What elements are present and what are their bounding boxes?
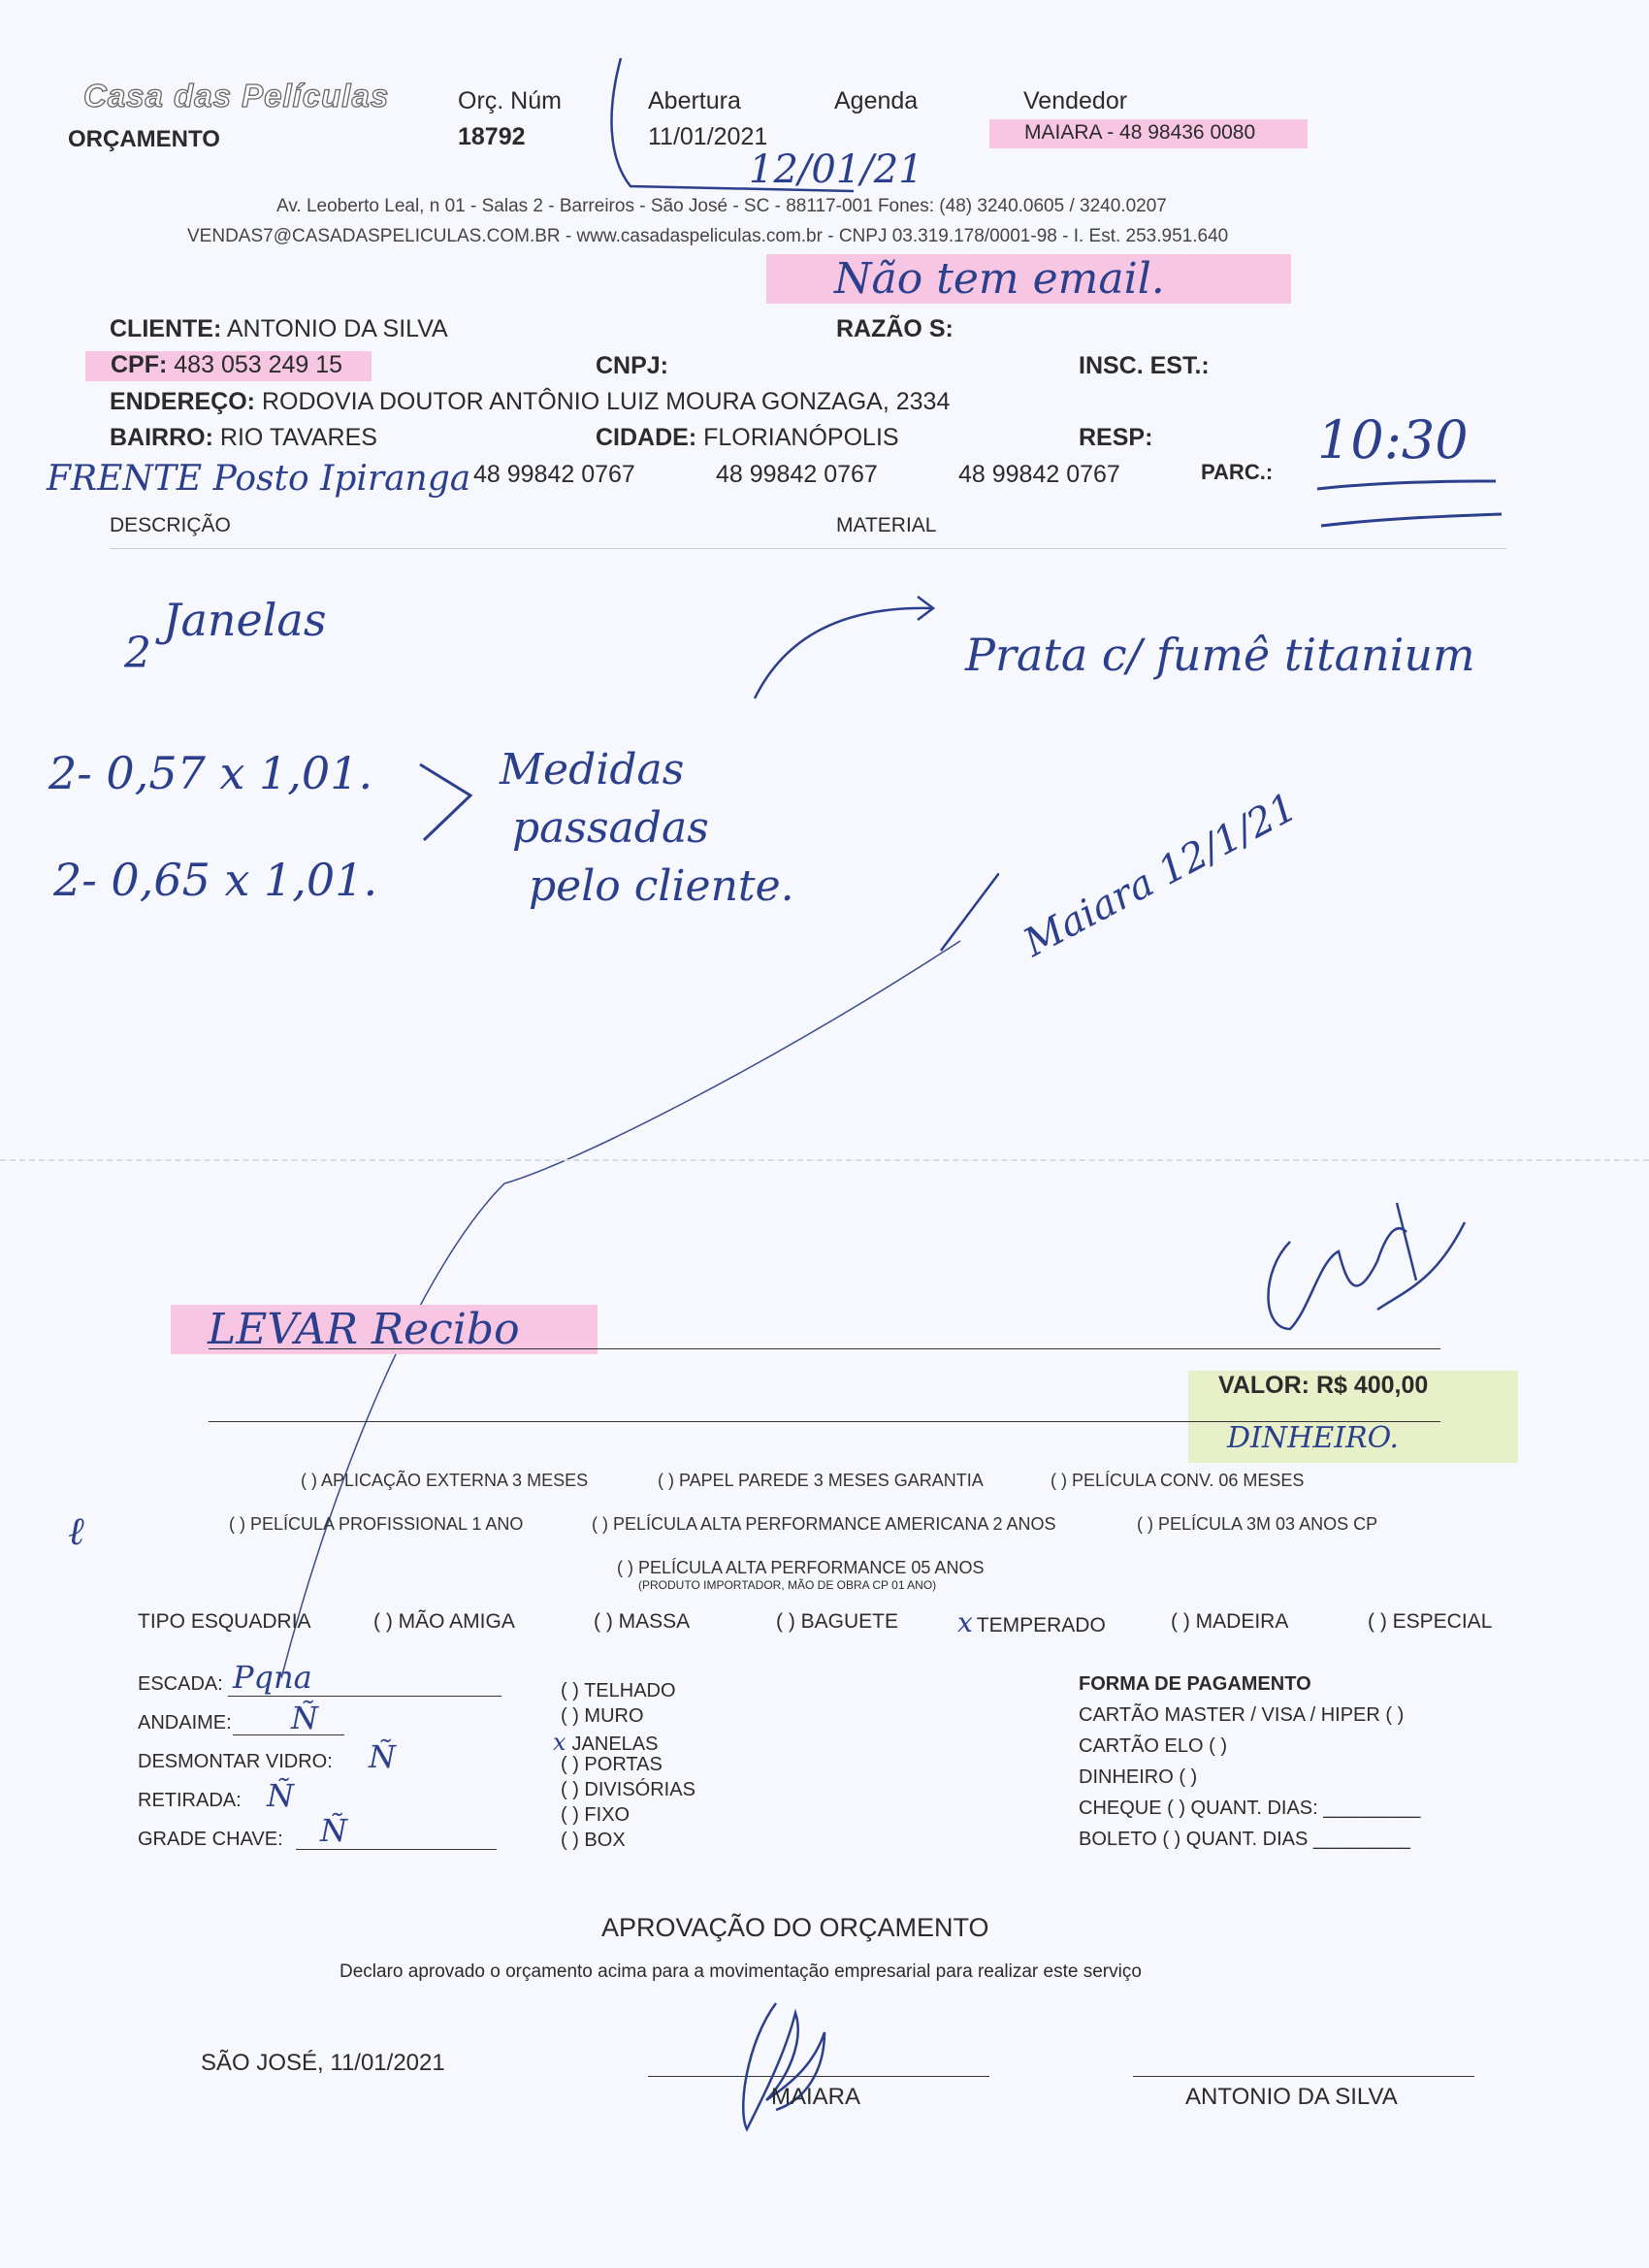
- brand-logo: Casa das Películas: [83, 78, 390, 113]
- esquadria-mao-amiga[interactable]: ( ) MÃO AMIGA: [373, 1610, 515, 1633]
- initials-scribble: [68, 1508, 84, 1554]
- esquadria-madeira[interactable]: ( ) MADEIRA: [1171, 1610, 1289, 1633]
- escada-value[interactable]: Pqna: [233, 1659, 312, 1696]
- place-date: SÃO JOSÉ, 11/01/2021: [201, 2050, 445, 2076]
- cliente-value: ANTONIO DA SILVA: [226, 315, 448, 342]
- service-portas[interactable]: ( ) PORTAS: [561, 1754, 663, 1775]
- retirada-label: RETIRADA:: [138, 1790, 242, 1811]
- andaime-value[interactable]: Ñ: [291, 1700, 318, 1736]
- option-pelicula-alta-performance[interactable]: ( ) PELÍCULA ALTA PERFORMANCE 05 ANOS: [617, 1558, 985, 1577]
- client-name-signature: ANTONIO DA SILVA: [1185, 2084, 1398, 2110]
- seller-name: MAIARA: [771, 2084, 861, 2110]
- cpf-row: [85, 351, 372, 381]
- andaime-line: [233, 1734, 344, 1735]
- cidade-row: [596, 424, 899, 452]
- esquadria-temperado: TEMPERADO: [976, 1614, 1106, 1636]
- initials-mark: ℓ: [68, 1509, 84, 1554]
- service-divisorias[interactable]: ( ) DIVISÓRIAS: [561, 1779, 695, 1800]
- approval-title: APROVAÇÃO DO ORÇAMENTO: [601, 1913, 989, 1942]
- valor-label: VALOR:: [1218, 1372, 1310, 1399]
- pagamento-cheque[interactable]: CHEQUE ( ) QUANT. DIAS: _________: [1079, 1798, 1421, 1819]
- qty-handwritten: 2: [124, 629, 151, 678]
- grade-chave-label: GRADE CHAVE:: [138, 1829, 283, 1850]
- signature-line-client: [1133, 2076, 1474, 2077]
- pagamento-elo[interactable]: CARTÃO ELO ( ): [1079, 1735, 1227, 1757]
- pagamento-title: FORMA DE PAGAMENTO: [1079, 1673, 1311, 1695]
- measure-2: 2- 0,65 x 1,01.: [53, 854, 378, 906]
- approval-text: Declaro aprovado o orçamento acima para a movimentação empresarial para realizar este serviço: [340, 1961, 1142, 1982]
- grade-chave-value[interactable]: Ñ: [320, 1812, 347, 1849]
- resp-label: RESP:: [1079, 424, 1153, 451]
- cliente-label: CLIENTE:: [110, 315, 222, 342]
- levar-line: [209, 1348, 1440, 1349]
- orc-num-value: 18792: [458, 123, 526, 150]
- cidade-value: FLORIANÓPOLIS: [703, 424, 899, 451]
- orc-num-label: Orç. Núm: [458, 87, 562, 114]
- option-papel-parede[interactable]: ( ) PAPEL PAREDE 3 MESES GARANTIA: [658, 1471, 984, 1490]
- bairro-label: BAIRRO:: [110, 424, 213, 451]
- material-arrow: [747, 587, 941, 703]
- customer-scribble: [1251, 1164, 1474, 1358]
- levar-recibo-note: LEVAR Recibo: [171, 1305, 598, 1354]
- bairro-value: RIO TAVARES: [219, 424, 377, 451]
- agenda-label: Agenda: [834, 87, 919, 114]
- cpf-value: 483 053 249 15: [174, 351, 343, 378]
- descricao-header: DESCRIÇÃO: [110, 514, 231, 536]
- cnpj-label: CNPJ:: [596, 352, 669, 379]
- desmontar-value[interactable]: Ñ: [369, 1738, 396, 1775]
- time-underline: [1311, 475, 1505, 534]
- service-muro[interactable]: ( ) MURO: [561, 1705, 644, 1727]
- endereco-label: ENDEREÇO:: [110, 388, 256, 415]
- medidas-line-1: Medidas: [500, 745, 685, 794]
- janelas-handwritten: Janelas: [163, 594, 327, 646]
- esquadria-especial[interactable]: ( ) ESPECIAL: [1368, 1610, 1493, 1633]
- esquadria-massa[interactable]: ( ) MASSA: [594, 1610, 691, 1633]
- esquadria-temperado-row[interactable]: [957, 1606, 1106, 1638]
- phone-2: 48 99842 0767: [716, 461, 878, 488]
- fold-line: [0, 1159, 1649, 1161]
- service-fixo[interactable]: ( ) FIXO: [561, 1804, 630, 1826]
- valor-row: [1218, 1372, 1428, 1400]
- insc-label: INSC. EST.:: [1079, 352, 1210, 379]
- service-janelas-row[interactable]: [553, 1729, 658, 1756]
- pagamento-cartao[interactable]: CARTÃO MASTER / VISA / HIPER ( ): [1079, 1704, 1405, 1726]
- option-pelicula-3m[interactable]: ( ) PELÍCULA 3M 03 ANOS CP: [1137, 1514, 1378, 1534]
- service-box[interactable]: ( ) BOX: [561, 1830, 626, 1851]
- date-note-handwritten: Maiara 12/1/21: [1017, 784, 1305, 966]
- option-row3-note: (PRODUTO IMPORTADOR, MÃO DE OBRA CP 01 ANO): [638, 1578, 937, 1592]
- cidade-label: CIDADE:: [596, 424, 697, 451]
- brace-arrow: [412, 757, 490, 854]
- esquadria-baguete[interactable]: ( ) BAGUETE: [776, 1610, 899, 1633]
- cpf-label: CPF:: [111, 351, 168, 378]
- parc-label: PARC.:: [1201, 460, 1274, 484]
- option-pelicula-profissional[interactable]: ( ) PELÍCULA PROFISSIONAL 1 ANO: [229, 1514, 524, 1534]
- address-line: Av. Leoberto Leal, n 01 - Salas 2 - Barreiros - São José - SC - 88117-001 Fones: (48) 3240.0605 / 3240.0207: [276, 196, 1167, 216]
- pagamento-dinheiro[interactable]: DINHEIRO ( ): [1079, 1766, 1198, 1788]
- vendedor-label: Vendedor: [1023, 87, 1128, 114]
- reference-handwritten: FRENTE Posto Ipiranga: [47, 459, 471, 499]
- agenda-bracket-mark: [601, 50, 1048, 196]
- cliente-row: [110, 315, 448, 343]
- time-handwritten: 10:30: [1317, 409, 1469, 470]
- measure-1: 2- 0,57 x 1,01.: [48, 747, 373, 799]
- endereco-row: [110, 388, 950, 416]
- material-header: MATERIAL: [836, 514, 937, 536]
- phone-1: 48 99842 0767: [473, 461, 635, 488]
- andaime-label: ANDAIME:: [138, 1712, 232, 1733]
- grade-chave-line: [296, 1849, 497, 1850]
- contact-line: VENDAS7@CASADASPELICULAS.COM.BR - www.casadaspeliculas.com.br - CNPJ 03.319.178/0001-98 - I. Est. 253.951.640: [187, 226, 1229, 246]
- medidas-line-3: pelo cliente.: [529, 861, 794, 911]
- option-aplicacao-externa[interactable]: ( ) APLICAÇÃO EXTERNA 3 MESES: [301, 1471, 589, 1490]
- valor-amount: R$ 400,00: [1315, 1372, 1429, 1399]
- escada-line: [228, 1696, 501, 1697]
- phone-3: 48 99842 0767: [958, 461, 1120, 488]
- service-telhado[interactable]: ( ) TELHADO: [561, 1680, 676, 1701]
- esquadria-label: TIPO ESQUADRIA: [138, 1610, 311, 1633]
- pagamento-boleto[interactable]: BOLETO ( ) QUANT. DIAS _________: [1079, 1829, 1411, 1850]
- doc-type: ORÇAMENTO: [68, 126, 220, 152]
- retirada-value[interactable]: Ñ: [267, 1777, 294, 1814]
- temperado-check-mark: x: [957, 1606, 973, 1638]
- service-janelas: JANELAS: [571, 1733, 659, 1755]
- material-handwritten: Prata c/ fumê titanium: [965, 629, 1475, 681]
- vendedor-value: MAIARA - 48 98436 0080: [989, 119, 1308, 148]
- desmontar-label: DESMONTAR VIDRO:: [138, 1751, 333, 1772]
- option-pelicula-americana[interactable]: ( ) PELÍCULA ALTA PERFORMANCE AMERICANA 2 ANOS: [592, 1514, 1056, 1534]
- bairro-row: [110, 424, 377, 452]
- no-email-note: Não tem email.: [766, 254, 1291, 304]
- razao-label: RAZÃO S:: [836, 315, 954, 342]
- seller-signature: [708, 1993, 844, 2139]
- endereco-value: RODOVIA DOUTOR ANTÔNIO LUIZ MOURA GONZAGA, 2334: [261, 388, 951, 415]
- medidas-line-2: passadas: [512, 803, 709, 853]
- janelas-check-mark: x: [553, 1729, 566, 1756]
- escada-label: ESCADA:: [138, 1673, 223, 1695]
- option-pelicula-conv[interactable]: ( ) PELÍCULA CONV. 06 MESES: [1051, 1471, 1305, 1490]
- abertura-label: Abertura: [648, 87, 741, 114]
- abertura-value: 11/01/2021: [648, 123, 768, 150]
- agenda-handwritten: 12/01/21: [749, 147, 923, 192]
- header-divider: [110, 548, 1506, 549]
- dinheiro-note: DINHEIRO.: [1227, 1421, 1400, 1455]
